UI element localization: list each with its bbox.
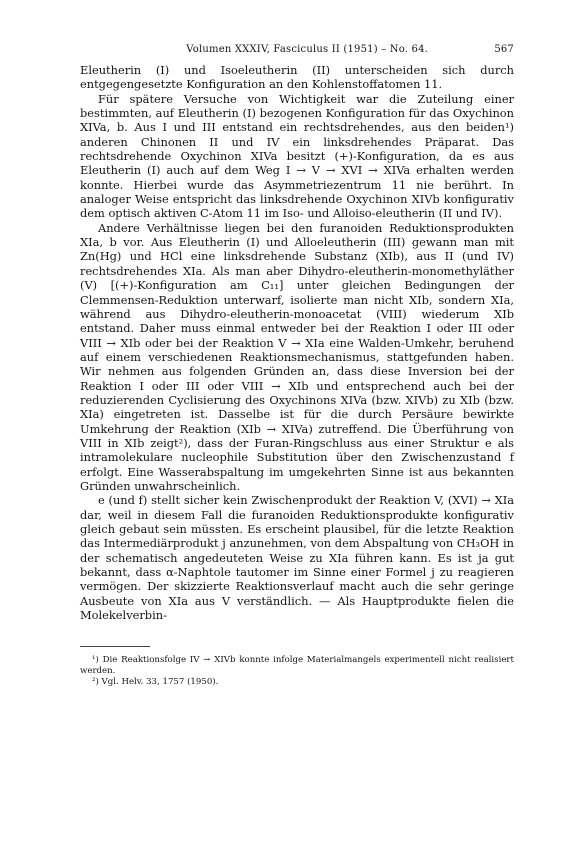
journal-header: Volumen XXXIV, Fasciculus II (1951) – No. 64. [186, 44, 429, 55]
footnote-divider [80, 646, 150, 647]
page-number: 567 [494, 44, 514, 55]
footnote: ¹) Die Reaktionsfolge IV → XIVb konnte infolge Materialmangels experimentell nicht realisiert werden. [80, 655, 514, 677]
paragraph: Für spätere Versuche von Wichtigkeit war die Zuteilung einer bestimmten, auf Eleutherin (I) bezogenen Konfiguration für das Oxychinon XIVa, b. Aus I und III entstand ein rechtsdrehendes, aus den beiden¹) anderen Chinonen II und IV ein linksdrehendes Präparat. Das rechtsdrehende Oxychinon XIVa besitzt (+)-Konfiguration, da es aus Eleutherin (I) auch auf dem Weg I → V → XVI → XIVa erhalten werden konnte. Hierbei wurde das Asymmetriezentrum 11 nie berührt. In analoger Weise entspricht das linksdrehende Oxychinon XIVb konfigurativ dem optisch aktiven C-Atom 11 im Iso- und Alloiso-eleutherin (II und IV). [80, 91, 514, 221]
footnotes [80, 655, 514, 688]
paragraph: e (und f) stellt sicher kein Zwischenprodukt der Reaktion V, (XVI) → XIa dar, weil in diesem Fall die furanoiden Reduktionsprodukte konfigurativ gleich gebaut sein müssten. Es erscheint plausibel, für die letzte Reaktion das Intermediärprodukt j anzunehmen, von dem Abspaltung von CH₃OH in der schematisch angedeuteten Weise zu XIa führen kann. Es ist ja gut bekannt, dass α-Naphtole tautomer im Sinne einer Formel j zu reagieren vermögen. Der skizzierte Reaktionsverlauf macht auch die sehr geringe Ausbeute von XIa aus V verständlich. — Als Hauptprodukte fielen die Molekelverbin- [80, 493, 514, 623]
paragraph: Eleutherin (I) und Isoeleutherin (II) unterscheiden sich durch entgegengesetzte Konfiguration an den Kohlenstoffatomen 11. [80, 63, 514, 92]
paragraph: Andere Verhältnisse liegen bei den furanoiden Reduktionsprodukten XIa, b vor. Aus Eleutherin (I) und Alloeleutherin (III) gewann man mit Zn(Hg) und HCl eine linksdrehende Substanz (XIb), aus II (und IV) rechtsdrehendes XIa. Als man aber Dihydro-eleutherin-monomethyläther (V) [(+)-Konfiguration am C₁₁] unter gleichen Bedingungen der Clemmensen-Reduktion unterwarf, isolierte man nicht XIb, sondern XIa, während aus Dihydro-eleutherin-monoacetat (VIII) wiederum XIb entstand. Daher muss einmal entweder bei der Reaktion I oder III oder VIII → XIb oder bei der Reaktion V → XIa eine Walden-Umkehr, beruhend auf einem verschiedenen Reaktionsmechanismus, stattgefunden haben. Wir nehmen aus folgenden Gründen an, dass diese Inversion bei der Reaktion I oder III oder VIII → XIb und entsprechend auch bei der reduzierenden Cyclisierung des Oxychinons XIVa (bzw. XIVb) zu XIb (bzw. XIa) eingetreten ist. Dasselbe ist für die durch Persäure bewirkte Umkehrung der Reaktion (XIb → XIVa) zutreffend. Die Überführung von VIII in XIb zeigt²), dass der Furan-Ringschluss aus einer Struktur e als intramolekulare nucleophile Substitution über den Zwischenzustand f erfolgt. Eine Wasserabspaltung im umgekehrten Sinne ist aus bekannten Gründen unwahrscheinlich. [80, 220, 514, 493]
body-text [80, 63, 514, 622]
footnote: ²) Vgl. Helv. 33, 1757 (1950). [92, 677, 219, 688]
running-header [80, 44, 514, 55]
